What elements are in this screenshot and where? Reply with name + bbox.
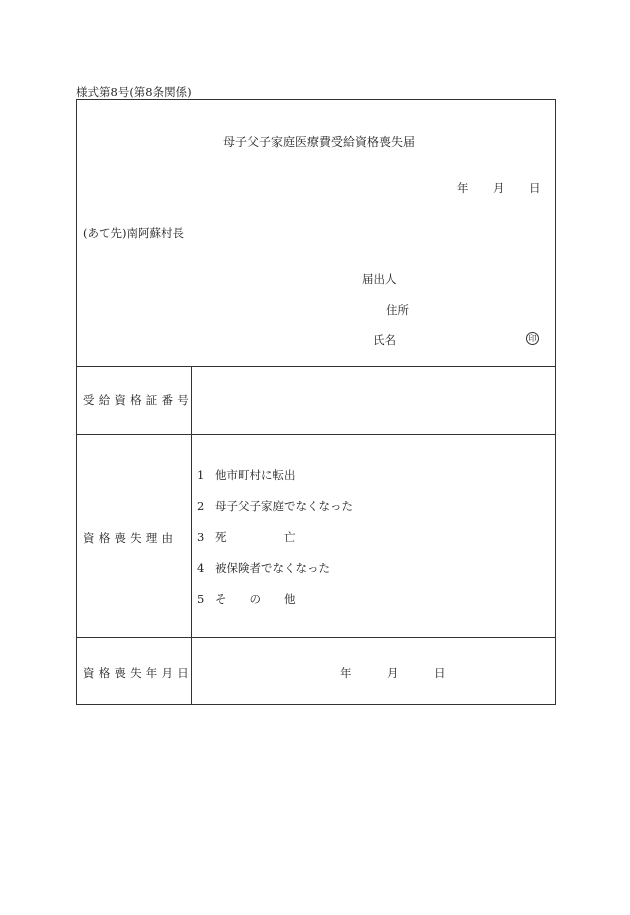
certificate-number-label: 受給資格証番号	[83, 393, 193, 407]
name-label: 氏名	[373, 333, 396, 347]
reason-item	[197, 529, 295, 545]
loss-reason-label: 資格喪失理由	[83, 531, 178, 545]
reason-text: 他市町村に転出	[214, 468, 296, 482]
column-divider	[191, 366, 192, 704]
reason-item	[197, 467, 295, 483]
form-title: 母子父子家庭医療費受給資格喪失届	[223, 135, 416, 149]
reason-number: 4	[197, 561, 205, 575]
reason-item	[197, 560, 330, 576]
row-divider	[77, 637, 555, 638]
reason-item	[197, 591, 295, 607]
addressee: (あて先)南阿蘇村長	[83, 226, 184, 240]
loss-date-label: 資格喪失年月日	[83, 666, 193, 680]
header-day: 日	[529, 181, 541, 195]
reason-item	[197, 498, 353, 514]
loss-date-day: 日	[434, 666, 446, 680]
loss-date-month: 月	[387, 666, 399, 680]
loss-date-year: 年	[340, 666, 352, 680]
applicant-label: 届出人	[362, 272, 397, 286]
reason-number: 2	[197, 499, 205, 513]
reason-text: そ の 他	[214, 592, 296, 606]
address-label: 住所	[386, 303, 409, 317]
reason-number: 1	[197, 468, 205, 482]
reason-text: 死 亡	[214, 530, 296, 544]
seal-mark: 印	[526, 332, 539, 345]
header-month: 月	[493, 181, 505, 195]
reason-number: 5	[197, 592, 205, 606]
form-table	[76, 99, 556, 705]
reason-text: 母子父子家庭でなくなった	[214, 499, 353, 513]
row-divider	[77, 434, 555, 435]
form-number: 様式第8号(第8条関係)	[76, 85, 192, 99]
header-year: 年	[457, 181, 469, 195]
reason-text: 被保険者でなくなった	[214, 561, 330, 575]
row-divider	[77, 366, 555, 367]
reason-number: 3	[197, 530, 205, 544]
